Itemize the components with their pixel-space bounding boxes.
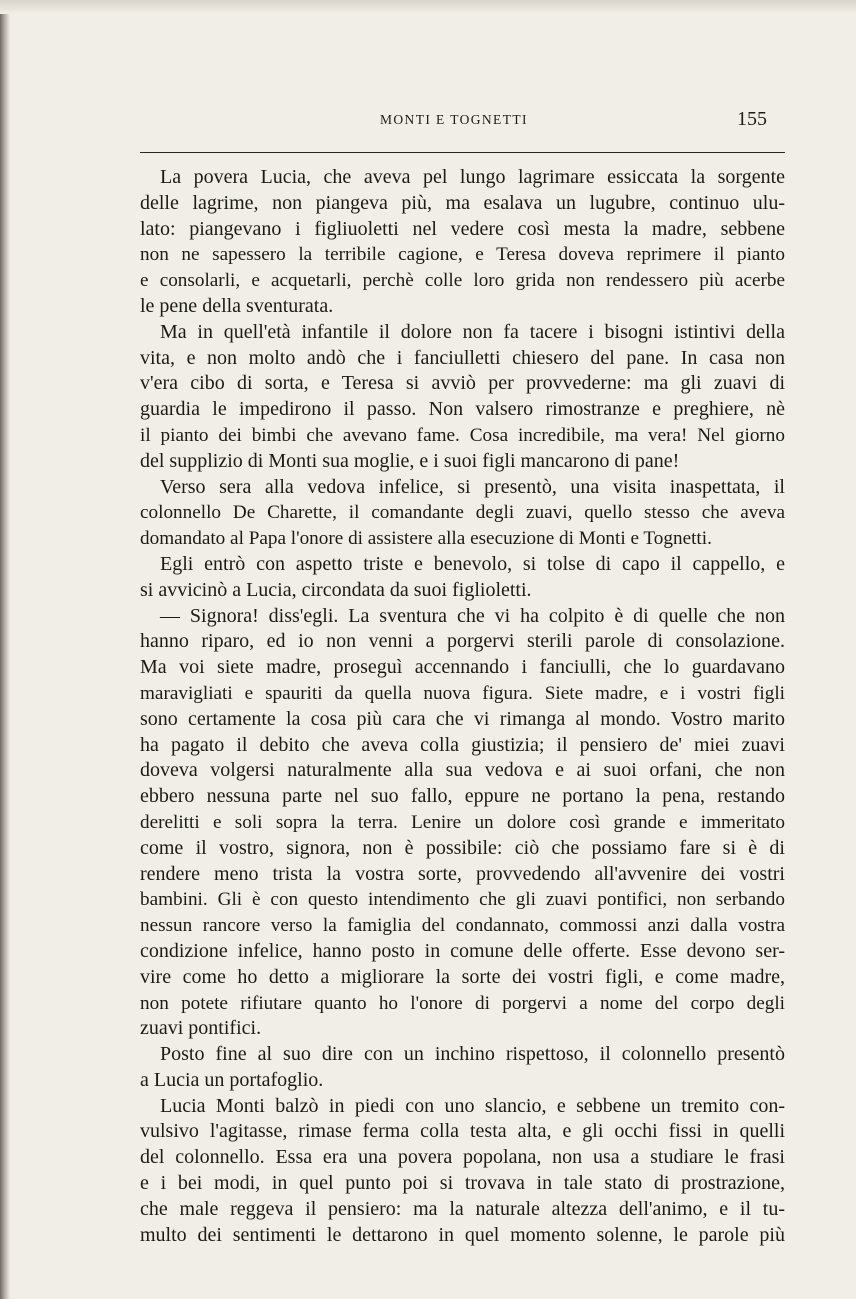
text-line: v'era cibo di sorta, e Teresa si avviò per provvederne: ma gli zuavi di (140, 372, 785, 395)
page-top-edge (0, 0, 856, 14)
text-line: del supplizio di Monti sua moglie, e i suoi figli mancarono di pane! (140, 449, 680, 472)
text-line: Posto fine al suo dire con un inchino rispettoso, il colonnello presentò (160, 1043, 785, 1066)
text-line: vita, e non molto andò che i fanciulletti chiesero del pane. In casa non (140, 346, 785, 369)
text-line: Ma in quell'età infantile il dolore non fa tacere i bisogni istintivi della (160, 320, 785, 343)
text-line: guardia le impedirono il passo. Non valsero rimostranze e preghiere, nè (140, 398, 785, 421)
text-line: ha pagato il debito che aveva colla giustizia; il pensiero de' miei zuavi (140, 733, 785, 756)
text-line: Egli entrò con aspetto triste e benevolo, si tolse di capo il cappello, e (160, 552, 785, 575)
text-line: il pianto dei bimbi che avevano fame. Cosa incredibile, ma vera! Nel giorno (140, 424, 785, 446)
running-title: MONTI E TOGNETTI (380, 112, 528, 127)
text-line: e consolarli, e acquetarli, perchè colle loro grida non rendessero più acerbe (140, 270, 785, 292)
paragraph (140, 604, 785, 1043)
text-line: rendere meno trista la vostra sorte, provvedendo all'avvenire dei vostri (140, 862, 785, 885)
paragraph (140, 552, 785, 604)
text-line: delle lagrime, non piangeva più, ma esalava un lugubre, continuo ulu- (140, 191, 785, 214)
text-line: La povera Lucia, che aveva pel lungo lagrimare essiccata la sorgente (160, 166, 785, 188)
page-number: 155 (737, 108, 767, 130)
text-line: zuavi pontifici. (140, 1017, 262, 1040)
paragraph (140, 475, 785, 552)
text-line: vire come ho detto a migliorare la sorte dei vostri figli, e come madre, (140, 965, 785, 988)
text-line: a Lucia un portafoglio. (140, 1068, 324, 1091)
text-line: ebbero nessuna parte nel suo fallo, eppure ne portano la pena, restando (140, 785, 785, 808)
text-line: colonnello De Charette, il comandante degli zuavi, quello stesso che aveva (140, 502, 785, 524)
text-line: doveva volgersi naturalmente alla sua vedova e ai suoi orfani, che non (140, 759, 785, 782)
text-line: le pene della sventurata. (140, 294, 334, 317)
text-line: nessun rancore verso la famiglia del condannato, commossi anzi dalla vostra (140, 915, 785, 937)
paragraph (140, 320, 785, 475)
text-line: non potete rifiutare quanto ho l'onore di porgervi a nome del corpo degli (140, 992, 785, 1014)
text-line: hanno riparo, ed io non venni a porgervi sterili parole di consolazione. (140, 630, 785, 653)
body-text (140, 165, 785, 1248)
text-line: lato: piangevano i figliuoletti nel vedere così mesta la madre, sebbene (140, 217, 785, 240)
text-line: come il vostro, signora, non è possibile: ciò che possiamo fare si è di (140, 836, 785, 859)
text-line: non ne sapessero la terribile cagione, e Teresa doveva reprimere il pianto (140, 244, 785, 266)
paragraph (140, 165, 785, 320)
page-binding-edge (0, 0, 10, 1299)
text-line: condizione infelice, hanno posto in comune delle offerte. Esse devono ser- (140, 939, 785, 962)
text-line: che male reggeva il pensiero: ma la naturale altezza dell'animo, e il tu- (140, 1197, 785, 1220)
text-line: maravigliati e spauriti da quella nuova figura. Siete madre, e i vostri figli (140, 682, 785, 704)
text-line: Lucia Monti balzò in piedi con uno slancio, e sebbene un tremito con- (160, 1094, 785, 1117)
text-line: del colonnello. Essa era una povera popolana, non usa a studiare le frasi (140, 1146, 785, 1169)
text-line: bambini. Gli è con questo intendimento che gli zuavi pontifici, non serbando (140, 889, 785, 911)
text-line: vulsivo l'agitasse, rimase ferma colla testa alta, e gli occhi fissi in quelli (140, 1120, 785, 1143)
text-line: sono certamente la cosa più cara che vi rimanga al mondo. Vostro marito (140, 707, 785, 730)
text-line: — Signora! diss'egli. La sventura che vi ha colpito è di quelle che non (160, 604, 785, 627)
header-rule (140, 152, 785, 153)
text-line: domandato al Papa l'onore di assistere alla esecuzione di Monti e Tognetti. (140, 528, 712, 550)
text-line: si avvicinò a Lucia, circondata da suoi figlioletti. (140, 578, 532, 601)
running-header (140, 108, 785, 138)
text-line: multo dei sentimenti le dettarono in quel momento solenne, le parole più (140, 1223, 785, 1246)
text-line: Verso sera alla vedova infelice, si presentò, una visita inaspettata, il (160, 475, 785, 498)
text-line: e i bei modi, in quel punto poi si trovava in tale stato di prostrazione, (140, 1172, 785, 1195)
paragraph (140, 1094, 785, 1249)
paragraph (140, 1042, 785, 1094)
text-line: derelitti e soli sopra la terra. Lenire un dolore così grande e immeritato (140, 811, 785, 833)
text-line: Ma voi siete madre, proseguì accennando i fanciulli, che lo guardavano (140, 656, 785, 679)
